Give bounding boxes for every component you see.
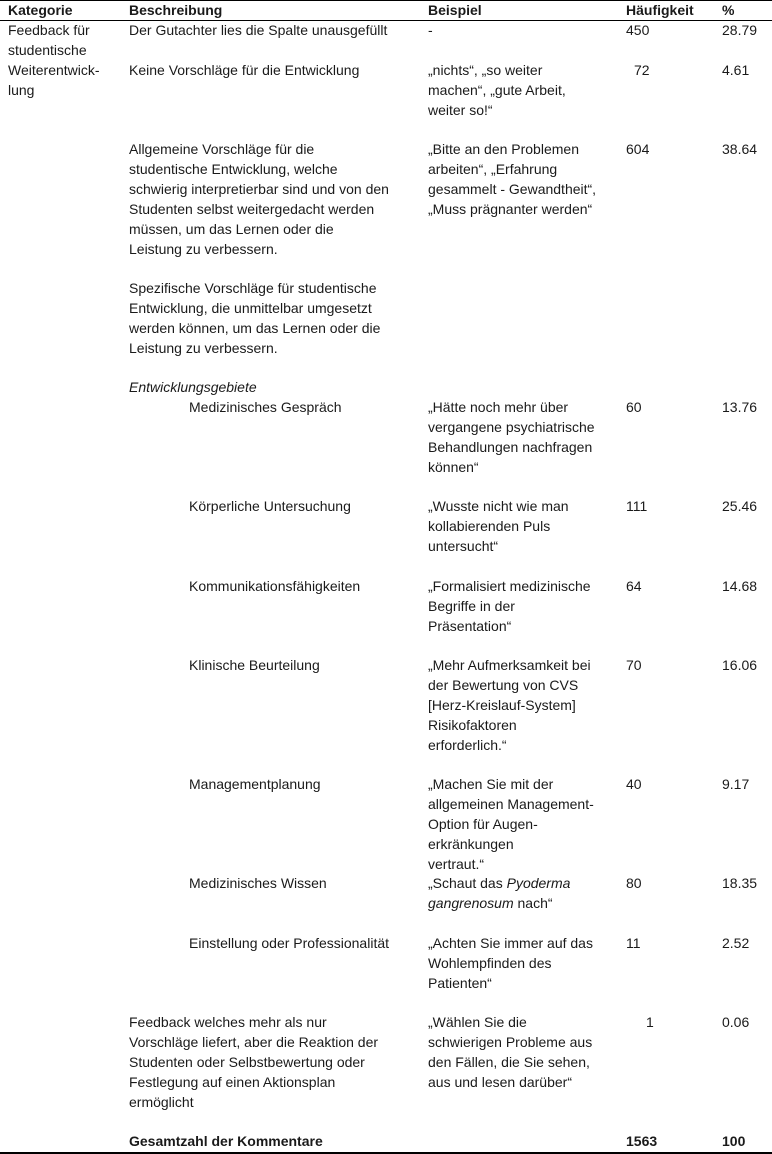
kategorie-line: lung (8, 82, 35, 98)
feedback-beschreibung: Festlegung auf einen Aktionsplan (129, 1074, 336, 1090)
subrow-beispiel: der Bewertung von CVS (428, 677, 579, 693)
header-prozent: % (722, 2, 735, 18)
total-label: Gesamtzahl der Kommentare (129, 1133, 323, 1149)
total-haeufigkeit: 1563 (626, 1133, 658, 1149)
feedback-beispiel: aus und lesen darüber“ (428, 1074, 572, 1090)
subrow-prozent: 9.17 (722, 776, 750, 792)
subrow-haeufigkeit: 111 (626, 498, 648, 514)
subrow-prozent: 18.35 (722, 875, 758, 891)
row-beschreibung: schwierig interpretierbar sind und von den (129, 181, 389, 197)
subrow-haeufigkeit: 11 (626, 935, 641, 951)
row-prozent: 38.64 (722, 141, 758, 157)
row-beschreibung: Entwicklung, die unmittelbar umgesetzt (129, 300, 372, 316)
subrow-beispiel: „Formalisiert medizinische (428, 578, 591, 594)
subrow-haeufigkeit: 40 (626, 776, 642, 792)
subrow-prozent: 25.46 (722, 498, 758, 514)
subrow-beispiel: Risikofaktoren (428, 717, 517, 733)
row-beschreibung: Leistung zu verbessern. (129, 340, 278, 356)
row-beispiel: „nichts“, „so weiter (428, 62, 543, 78)
row-beispiel: weiter so!“ (428, 102, 493, 118)
subrow-beispiel: erforderlich.“ (428, 737, 507, 753)
subrow-haeufigkeit: 60 (626, 399, 642, 415)
subrow-beispiel: erkränkungen (428, 836, 514, 852)
subrow-name: Kommunikationsfähigkeiten (189, 578, 361, 594)
row-beschreibung: Leistung zu verbessern. (129, 241, 278, 257)
subrow-beispiel: allgemeinen Management- (428, 796, 594, 812)
feedback-haeufigkeit: 1 (646, 1014, 654, 1030)
row-beschreibung: werden können, um das Lernen oder die (129, 320, 381, 336)
subrow-beispiel (428, 894, 553, 914)
subrow-haeufigkeit: 70 (626, 657, 642, 673)
entwicklungsgebiete-label (129, 378, 257, 398)
beispiel-italic: gangrenosum (428, 895, 514, 911)
subrow-beispiel: „Machen Sie mit der (428, 776, 554, 792)
subrow-beispiel: vergangene psychiatrische (428, 419, 595, 435)
row-beschreibung: Der Gutachter lies die Spalte unausgefüllt (129, 22, 388, 38)
header-beschreibung: Beschreibung (129, 2, 223, 18)
subrow-haeufigkeit: 80 (626, 875, 642, 891)
row-beispiel: arbeiten“, „Erfahrung (428, 161, 558, 177)
row-beschreibung: müssen, um das Lernen oder die (129, 221, 334, 237)
feedback-beschreibung: ermöglicht (129, 1094, 194, 1110)
beispiel-text: „Schaut das (428, 875, 507, 891)
subrow-beispiel: [Herz-Kreislauf-System] (428, 697, 576, 713)
subrow-prozent: 2.52 (722, 935, 750, 951)
beispiel-italic: Pyoderma (506, 875, 571, 891)
row-haeufigkeit: 450 (626, 22, 650, 38)
beispiel-text: nach“ (513, 895, 553, 911)
kategorie-line: Feedback für (8, 22, 90, 38)
row-beispiel: - (428, 22, 433, 38)
row-beispiel: machen“, „gute Arbeit, (428, 82, 566, 98)
feedback-beschreibung: Vorschläge liefert, aber die Reaktion der (129, 1034, 379, 1050)
subrow-beispiel: vertraut.“ (428, 856, 485, 872)
feedback-beispiel: „Wählen Sie die (428, 1014, 527, 1030)
row-beispiel: „Muss prägnanter werden“ (428, 201, 593, 217)
row-beispiel: gesammelt - Gewandtheit“, (428, 181, 597, 197)
entwicklungsgebiete-text: Entwicklungsgebiete (129, 379, 257, 395)
row-beschreibung: Studenten selbst weitergedacht werden (129, 201, 375, 217)
row-beispiel: „Bitte an den Problemen (428, 141, 579, 157)
subrow-beispiel: Behandlungen nachfragen (428, 439, 593, 455)
row-prozent: 28.79 (722, 22, 758, 38)
subrow-beispiel: Patienten“ (428, 975, 492, 991)
feedback-beispiel: schwierigen Probleme aus (428, 1034, 593, 1050)
subrow-haeufigkeit: 64 (626, 578, 642, 594)
subrow-beispiel: „Mehr Aufmerksamkeit bei (428, 657, 591, 673)
subrow-beispiel: Begriffe in der (428, 598, 515, 614)
header-kategorie: Kategorie (8, 2, 73, 18)
subrow-beispiel: „Wusste nicht wie man (428, 498, 569, 514)
subrow-beispiel: untersucht“ (428, 538, 499, 554)
feedback-beschreibung: Studenten oder Selbstbewertung oder (129, 1054, 365, 1070)
row-haeufigkeit: 604 (626, 141, 650, 157)
feedback-prozent: 0.06 (722, 1014, 750, 1030)
subrow-name: Einstellung oder Professionalität (189, 935, 390, 951)
feedback-beispiel: den Fällen, die Sie sehen, (428, 1054, 590, 1070)
subrow-name: Körperliche Untersuchung (189, 498, 351, 514)
subrow-beispiel: Wohlempfinden des (428, 955, 552, 971)
row-beschreibung: Spezifische Vorschläge für studentische (129, 280, 377, 296)
feedback-beschreibung: Feedback welches mehr als nur (129, 1014, 327, 1030)
subrow-prozent: 16.06 (722, 657, 758, 673)
subrow-name: Medizinisches Wissen (189, 875, 327, 891)
row-prozent: 4.61 (722, 62, 750, 78)
kategorie-line: Weiterentwick- (8, 62, 100, 78)
subrow-prozent: 13.76 (722, 399, 758, 415)
subrow-name: Medizinisches Gespräch (189, 399, 342, 415)
subrow-prozent: 14.68 (722, 578, 758, 594)
row-beschreibung: studentische Entwicklung, welche (129, 161, 338, 177)
subrow-name: Managementplanung (189, 776, 321, 792)
row-beschreibung: Keine Vorschläge für die Entwicklung (129, 62, 360, 78)
subrow-beispiel: „Hätte noch mehr über (428, 399, 569, 415)
header-beispiel: Beispiel (428, 2, 482, 18)
header-haeufigkeit: Häufigkeit (626, 2, 694, 18)
subrow-beispiel: kollabierenden Puls (428, 518, 551, 534)
kategorie-line: studentische (8, 42, 87, 58)
subrow-name: Klinische Beurteilung (189, 657, 320, 673)
row-haeufigkeit: 72 (634, 62, 650, 78)
subrow-beispiel: können“ (428, 459, 479, 475)
subrow-beispiel (428, 874, 570, 894)
total-prozent: 100 (722, 1133, 746, 1149)
subrow-beispiel: Präsentation“ (428, 618, 512, 634)
subrow-beispiel: „Achten Sie immer auf das (428, 935, 593, 951)
row-beschreibung: Allgemeine Vorschläge für die (129, 141, 315, 157)
subrow-beispiel: Option für Augen- (428, 816, 538, 832)
